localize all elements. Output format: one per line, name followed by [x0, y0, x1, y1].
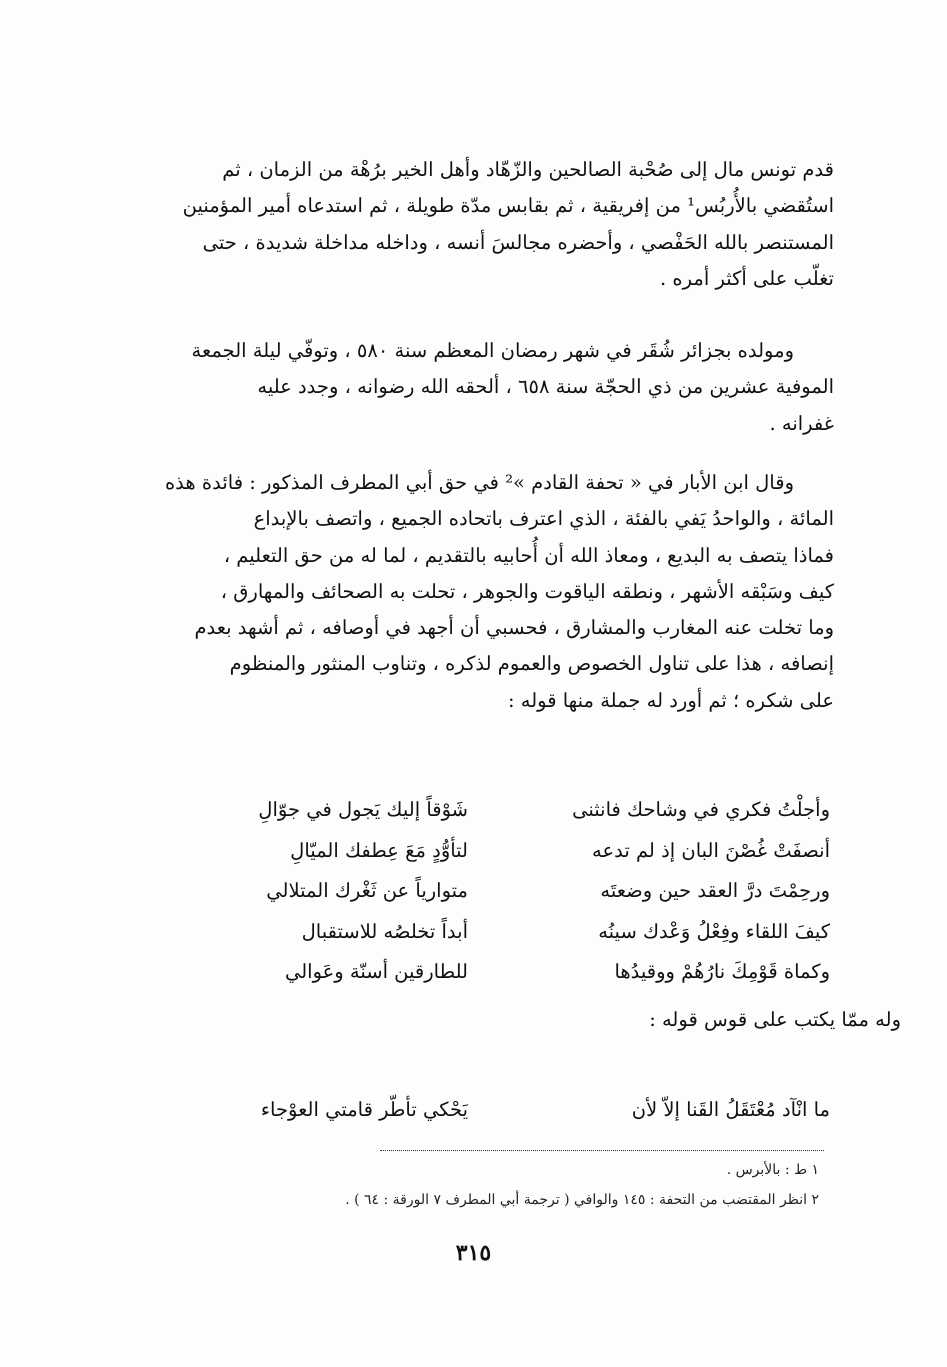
poem-2 [130, 1098, 830, 1138]
text-line: المستنصر بالله الحَفْصي ، وأحضره مجالسَ أنسه ، وداخله مداخلة شديدة ، حتى [202, 230, 834, 254]
text-line: وما تخلت عنه المغارب والمشارق ، فحسبي أن أجهد في أوصافه ، ثم أشهد بعدم [194, 616, 834, 640]
verse-first-hemistich: ورحِمْتَ درَّ العقد حين وضعتَه [600, 879, 830, 902]
page-number: ٣١٥ [455, 1240, 492, 1266]
verse-first-hemistich: وكماة قَوْمِكَ نارُهُمْ ووقيدُها [614, 960, 830, 983]
verse [130, 831, 830, 872]
verse-second-hemistich: يَحْكي تأطّر قامتي العوْجاء [260, 1098, 468, 1121]
verse [130, 871, 830, 912]
paragraph-2 [128, 333, 834, 442]
text-line: كيف وسَبْقه الأشهر ، ونطقه الياقوت والجوهر ، تحلت به الصحائف والمهارق ، [220, 579, 834, 603]
text-line: إنصافه ، هذا على تناول الخصوص والعموم لذكره ، وتناوب المنثور والمنظوم [229, 652, 834, 676]
text-line: المائة ، والواحدُ يَفي بالفئة ، الذي اعترف باتحاده الجميع ، واتصف بالإبداع [253, 507, 834, 531]
text-line: وقال ابن الأبار في « تحفة القادم »² في حق أبي المطرف المذكور : فائدة هذه [164, 471, 794, 494]
text-line: استُقضي بالأُربُس¹ من إفريقية ، ثم بقابس مدّة طويلة ، ثم استدعاه أمير المؤمنين [182, 194, 834, 218]
paragraph-3 [128, 465, 834, 719]
text-line: ومولده بجزائر شُقَر في شهر رمضان المعظم سنة ٥٨٠ ، وتوفّي ليلة الجمعة [191, 339, 794, 362]
footnote-1: ١ ط : بالأبرس . [726, 1162, 819, 1178]
text-line: الموفية عشرين من ذي الحجّة سنة ٦٥٨ ، ألحقه الله رضوانه ، وجدد عليه [257, 375, 834, 399]
text-line: قدم تونس مال إلى صُحْبة الصالحين والزّهّاد وأهل الخير برُهْة من الزمان ، ثم [222, 158, 834, 181]
text-line: تغلّب على أكثر أمره . [660, 266, 834, 290]
verse-second-hemistich: للطارقين أسنّة وعَوالي [284, 960, 468, 983]
verse-second-hemistich: شَوْقاً إليك يَجول في جوّالِ [258, 798, 468, 821]
verse-second-hemistich: متوارياً عن ثَغْرك المتلالي [266, 879, 468, 902]
poem-2-intro: وله ممّا يكتب على قوس قوله : [649, 1008, 901, 1031]
verse-second-hemistich: لتأوُّدٍ مَعَ عِطفك الميّالِ [290, 838, 468, 862]
text-line: غفرانه . [769, 411, 834, 435]
text-line: فماذا يتصف به البديع ، ومعاذ الله أن أُحابيه بالتقديم ، لما له من حق التعليم ، [223, 543, 834, 567]
verse-first-hemistich: ما انْآد مُعْتَقَلُ القَنا إلاّ لأن [631, 1098, 830, 1121]
footnote-separator [380, 1150, 824, 1151]
poem-1 [130, 790, 830, 993]
verse-second-hemistich: أبداً تخلصُه للاستقبال [301, 919, 468, 943]
verse-first-hemistich: وأجلْتُ فكري في وشاحك فانثنى [572, 798, 830, 821]
paragraph-1 [128, 152, 834, 297]
verse [130, 952, 830, 993]
verse-first-hemistich: أنصفَتْ غُصْنَ البان إذ لم تدعه [592, 838, 830, 862]
verse-first-hemistich: كيفَ اللقاء وفِعْلُ وَعْدك سينُه [598, 919, 830, 943]
verse [130, 790, 830, 831]
text-line: على شكره ؛ ثم أورد له جملة منها قوله : [507, 688, 834, 712]
footnote-2: ٢ انظر المقتضب من التحفة : ١٤٥ والوافي ( ترجمة أبي المطرف ٧ الورقة : ٦٤ ) . [345, 1192, 819, 1208]
verse [130, 912, 830, 953]
